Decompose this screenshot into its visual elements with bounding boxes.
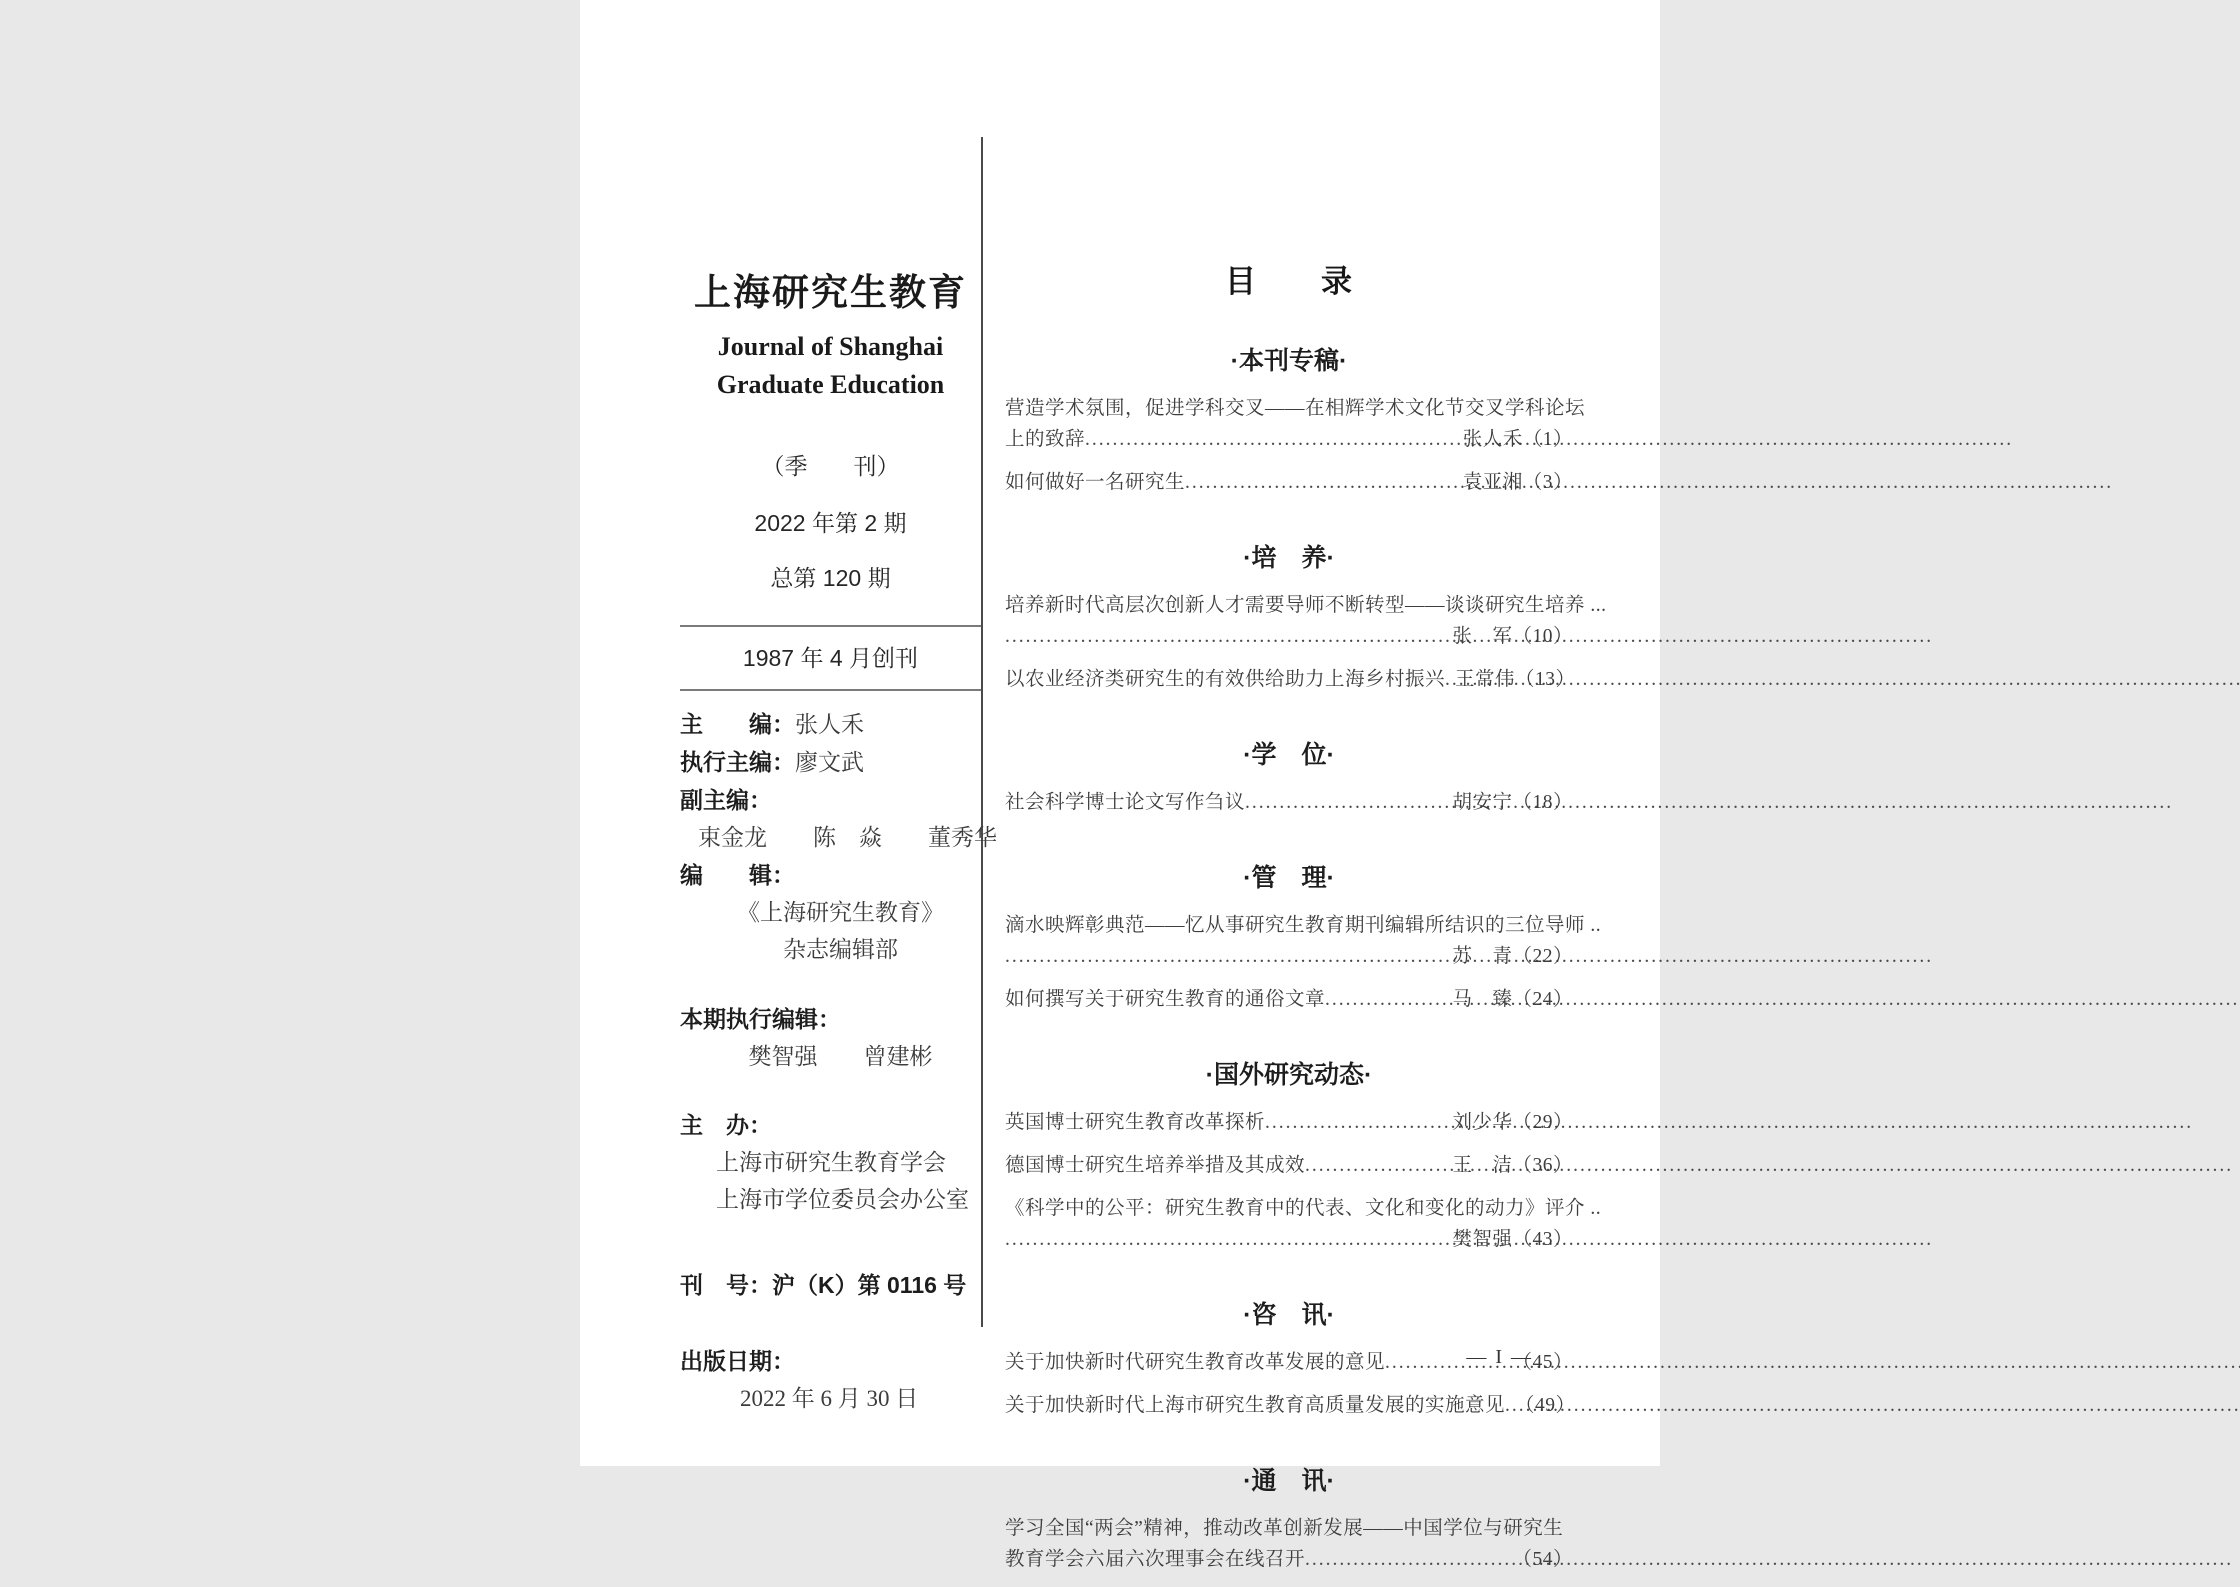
toc-entry-ref: （49） xyxy=(1515,1395,1576,1416)
toc-entry-ref: 樊智强（43） xyxy=(1452,1229,1573,1250)
dot-leader xyxy=(1005,1224,1452,1255)
toc-entry xyxy=(1005,590,1607,652)
toc-entry-line: 上的致辞 ..... 张人禾（1） xyxy=(1005,424,1573,455)
toc-entry xyxy=(1005,467,1573,498)
dot-leader xyxy=(1505,1390,1515,1421)
organizer-label: 主 办： xyxy=(680,1112,772,1138)
toc-entry-ref: 王常伟（13） xyxy=(1455,669,1576,690)
dot-leader xyxy=(1305,1544,1512,1575)
toc-entry-line: 营造学术氛围，促进学科交叉——在相辉学术文化节交叉学科论坛 xyxy=(1005,398,1586,419)
horizontal-rule-top xyxy=(680,625,981,627)
toc-entry-line: 关于加快新时代研究生教育改革发展的意见 ..... （45） xyxy=(1005,1347,1573,1378)
founding-date: 1987 年 4 月创刊 xyxy=(742,645,919,671)
publication-number-label: 刊 号： xyxy=(680,1272,772,1298)
toc-entry-line: 滴水映辉彰典范——忆从事研究生教育期刊编辑所结识的三位导师 .. xyxy=(1005,915,1602,936)
toc-entry-ref: 刘少华（29） xyxy=(1452,1112,1573,1133)
toc-entry xyxy=(1005,910,1602,972)
toc-entry xyxy=(1005,664,1576,695)
toc-entry-ref: 袁亚湘（3） xyxy=(1462,472,1573,493)
toc-title: 目 录 xyxy=(1225,264,1353,299)
toc-section-heading: ·咨 讯· xyxy=(1243,1301,1335,1329)
toc-entry-line xyxy=(1005,621,1573,652)
toc-entry-line: 教育学会六届六次理事会在线召开 ..... （54） xyxy=(1005,1544,1573,1575)
toc-entry-line: 如何做好一名研究生 ..... 袁亚湘（3） xyxy=(1005,467,1573,498)
toc-entry-line: 关于加快新时代上海市研究生教育高质量发展的实施意见 ..... （49） xyxy=(1005,1390,1573,1421)
toc-section-special xyxy=(1005,341,1586,498)
journal-title-en-line1: Journal of Shanghai xyxy=(717,332,944,361)
issue-number: 2022 年第 2 期 xyxy=(754,510,907,536)
toc-section-heading: ·学 位· xyxy=(1243,741,1335,769)
page-number: — I — xyxy=(1466,1346,1533,1368)
executive-chief-editor-line xyxy=(680,749,981,776)
journal-title-en xyxy=(680,328,981,404)
editor-name-line1: 《上海研究生教育》 xyxy=(737,900,944,925)
toc-entry-ref: 马 臻（24） xyxy=(1452,989,1573,1010)
toc-entry-line: 学习全国“两会”精神，推动改革创新发展——中国学位与研究生 xyxy=(1005,1518,1564,1539)
toc-entry xyxy=(1005,1193,1602,1255)
deputy-editor-names: 束金龙 陈 焱 董秀华 xyxy=(698,825,997,850)
dot-leader xyxy=(1245,787,1452,818)
toc-section-management xyxy=(1005,858,1602,1015)
toc-entry xyxy=(1005,393,1586,455)
toc-section-cultivation xyxy=(1005,538,1607,695)
organizer-line2: 上海市学位委员会办公室 xyxy=(716,1187,969,1212)
toc-entry xyxy=(1005,1513,1573,1575)
organizer-line1: 上海市研究生教育学会 xyxy=(716,1150,946,1175)
publication-number-line xyxy=(680,1272,981,1299)
toc-section-degree xyxy=(1005,735,1573,818)
toc-entry-ref: （45） xyxy=(1512,1352,1573,1373)
toc-entry-line: 社会科学博士论文写作刍议 ..... 胡安宁（18） xyxy=(1005,787,1573,818)
cumulative-issue-number: 总第 120 期 xyxy=(770,565,891,591)
dot-leader xyxy=(1305,1150,1452,1181)
chief-editor-line xyxy=(680,711,981,738)
toc-entry-ref: 张 军（10） xyxy=(1452,626,1573,647)
journal-toc-page xyxy=(580,0,1660,1570)
toc-entry-line xyxy=(1005,1224,1573,1255)
executive-chief-editor-label: 执行主编： xyxy=(680,749,795,775)
column-divider xyxy=(981,137,983,1327)
issue-executive-editor-names: 樊智强 曾建彬 xyxy=(748,1044,933,1069)
editor-name-line2: 杂志编辑部 xyxy=(783,937,898,962)
toc-entry-line: 《科学中的公平：研究生教育中的代表、文化和变化的动力》评介 .. xyxy=(1005,1198,1602,1219)
chief-editor-name: 张人禾 xyxy=(795,712,864,737)
toc-entry-ref: 胡安宁（18） xyxy=(1452,792,1573,813)
toc-entry xyxy=(1005,1150,1573,1181)
toc-entry-line: 英国博士研究生教育改革探析 ..... 刘少华（29） xyxy=(1005,1107,1573,1138)
toc-section-foreign-research xyxy=(1005,1055,1602,1255)
dot-leader xyxy=(1085,424,1463,455)
dot-leader xyxy=(1005,621,1452,652)
toc-entry-ref: （54） xyxy=(1512,1549,1573,1570)
journal-info-panel xyxy=(680,0,997,1412)
toc-entry-line xyxy=(1005,941,1573,972)
toc-section-newsletter xyxy=(1005,1461,1573,1575)
toc-entry-ref: 张人禾（1） xyxy=(1462,429,1573,450)
toc-section-heading: ·管 理· xyxy=(1243,864,1335,892)
toc-entry xyxy=(1005,1107,1573,1138)
dot-leader xyxy=(1265,1107,1452,1138)
publication-number-value: 沪（K）第 0116 号 xyxy=(772,1272,967,1298)
toc-entry-line: 德国博士研究生培养举措及其成效 ..... 王 洁（36） xyxy=(1005,1150,1573,1181)
editorial-staff-block xyxy=(680,711,997,1412)
toc-entry-line: 培养新时代高层次创新人才需要导师不断转型——谈谈研究生培养 ... xyxy=(1005,595,1607,616)
toc-section-heading: ·本刊专稿· xyxy=(1230,347,1348,375)
toc-entry xyxy=(1005,787,1573,818)
dot-leader xyxy=(1445,664,1455,695)
frequency-label: （季 刊） xyxy=(761,453,900,479)
dot-leader xyxy=(1005,941,1452,972)
toc-entry-ref: 苏 青（22） xyxy=(1452,946,1573,967)
toc-entry xyxy=(1005,1390,1576,1421)
toc-entry-ref: 王 洁（36） xyxy=(1452,1155,1573,1176)
publish-date-label: 出版日期： xyxy=(680,1348,795,1374)
toc-entry-line: 以农业经济类研究生的有效供给助力上海乡村振兴 ..... 王常伟（13） xyxy=(1005,664,1573,695)
issue-executive-editor-label: 本期执行编辑： xyxy=(680,1006,841,1032)
journal-title-zh: 上海研究生教育 xyxy=(694,272,967,313)
toc-section-heading: ·国外研究动态· xyxy=(1205,1061,1373,1089)
toc-section-heading: ·通 讯· xyxy=(1243,1467,1335,1495)
chief-editor-label: 主 编： xyxy=(680,711,795,737)
journal-title-en-line2: Graduate Education xyxy=(716,370,945,399)
toc-entry xyxy=(1005,984,1573,1015)
toc-entry-line: 如何撰写关于研究生教育的通俗文章 ..... 马 臻（24） xyxy=(1005,984,1573,1015)
editor-label: 编 辑： xyxy=(680,862,795,888)
toc-section-heading: ·培 养· xyxy=(1243,544,1335,572)
publish-date-value: 2022 年 6 月 30 日 xyxy=(740,1386,919,1411)
dot-leader xyxy=(1325,984,1452,1015)
dot-leader xyxy=(1185,467,1463,498)
executive-chief-editor-name: 廖文武 xyxy=(795,750,864,775)
horizontal-rule-bottom xyxy=(680,689,981,691)
deputy-editor-label: 副主编： xyxy=(680,787,772,813)
